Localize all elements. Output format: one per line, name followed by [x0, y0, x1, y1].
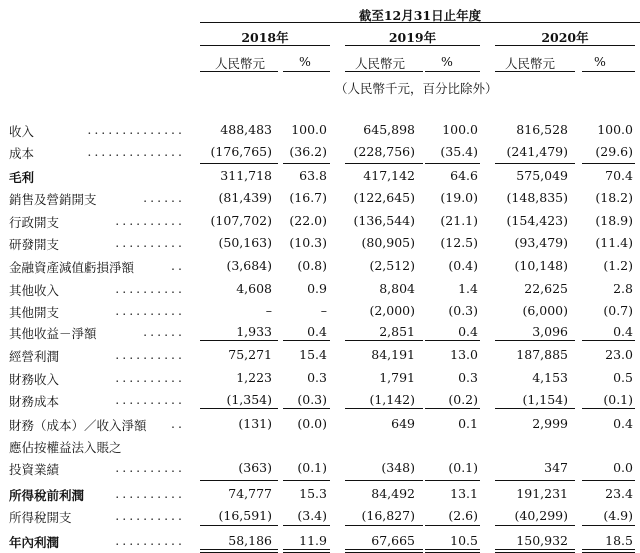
row-value: (0.2) [448, 392, 478, 407]
double-rule-2019b-1 [425, 549, 480, 550]
col-rule-2018-currency [200, 71, 278, 72]
row-value: 1,791 [379, 370, 415, 385]
rule-after-fin-cost-2019a [345, 408, 423, 409]
row-value: (131) [238, 416, 272, 431]
leader-dots: .......... [115, 347, 185, 362]
double-rule-2018a-1 [200, 549, 278, 550]
row-value: 0.0 [613, 460, 633, 475]
row-label: 研發開支 [9, 237, 60, 252]
row-value: 575,049 [516, 168, 568, 183]
row-value: 75,271 [228, 347, 272, 362]
row-value: (0.3) [448, 303, 478, 318]
row-value: 15.3 [299, 486, 327, 501]
row-label: 其他開支 [9, 305, 60, 320]
row-value: 3,096 [532, 324, 568, 339]
col-rule-2020-currency [495, 71, 575, 72]
row-label: 收入 [9, 124, 35, 139]
row-value: 645,898 [363, 122, 415, 137]
row-value: 191,231 [516, 486, 568, 501]
leader-dots: .......... [115, 303, 185, 318]
row-label: 投資業績 [9, 462, 60, 477]
row-value: (16.7) [289, 190, 327, 205]
rule-after-cost-2018b [283, 163, 330, 164]
row-label: 財務收入 [9, 372, 60, 387]
row-value: (1,154) [522, 392, 568, 407]
row-value: 13.0 [450, 347, 478, 362]
row-value: (241,479) [506, 144, 568, 159]
row-value: 0.3 [307, 370, 327, 385]
row-value: 1,223 [236, 370, 272, 385]
row-value: 417,142 [363, 168, 415, 183]
rule-after-cost-2020a [495, 163, 575, 164]
row-value: 22,625 [524, 281, 568, 296]
row-value: 100.0 [597, 122, 633, 137]
row-label: 行政開支 [9, 215, 60, 230]
row-value: 0.9 [307, 281, 327, 296]
row-label: 財務（成本）／收入淨額 [9, 418, 147, 433]
row-value: (136,544) [353, 213, 415, 228]
col-percent-2020: % [594, 54, 606, 69]
rule-after-tax-2019b [425, 525, 480, 526]
col-rule-2018-percent [283, 71, 330, 72]
leader-dots: .......... [115, 486, 185, 501]
row-value: 11.9 [299, 533, 327, 548]
row-value: (36.2) [289, 144, 327, 159]
row-value: 100.0 [291, 122, 327, 137]
row-value: (122,645) [353, 190, 415, 205]
leader-dots: .......... [115, 370, 185, 385]
row-value: 4,153 [532, 370, 568, 385]
rule-after-investment-2018a [200, 480, 278, 481]
row-value: (0.7) [603, 303, 633, 318]
rule-after-investment-2019b [425, 480, 480, 481]
row-value: 0.4 [613, 416, 633, 431]
row-value: (35.4) [440, 144, 478, 159]
row-label: 經營利潤 [9, 349, 60, 364]
row-label: 財務成本 [9, 394, 60, 409]
row-value: (0.4) [448, 258, 478, 273]
year-2019-rule [345, 45, 480, 46]
leader-dots: .............. [87, 122, 185, 137]
row-value: (93,479) [514, 235, 568, 250]
row-label: 成本 [9, 146, 35, 161]
row-value: (4.9) [603, 508, 633, 523]
row-label: 其他收益－淨額 [9, 326, 97, 341]
year-2020-header: 2020年 [541, 30, 589, 45]
row-value: 15.4 [299, 347, 327, 362]
rule-after-fin-cost-2018b [283, 408, 330, 409]
row-value: 2,851 [379, 324, 415, 339]
row-value: (12.5) [440, 235, 478, 250]
row-value: (50,163) [218, 235, 272, 250]
row-value: 347 [544, 460, 568, 475]
row-value: (0.3) [297, 392, 327, 407]
row-value: (16,827) [361, 508, 415, 523]
row-value: 0.3 [458, 370, 478, 385]
row-value: 23.0 [605, 347, 633, 362]
year-2020-rule [495, 45, 635, 46]
row-value: (40,299) [514, 508, 568, 523]
year-2018-header: 2018年 [241, 30, 289, 45]
row-value: 84,492 [371, 486, 415, 501]
double-rule-2020a-1 [495, 549, 575, 550]
row-value: (176,765) [210, 144, 272, 159]
unit-note: （人民幣千元，百分比除外） [335, 81, 498, 96]
rule-after-investment-2019a [345, 480, 423, 481]
row-value: (81,439) [218, 190, 272, 205]
rule-after-investment-2020b [582, 480, 635, 481]
row-value: 649 [391, 416, 415, 431]
row-value: (0.1) [603, 392, 633, 407]
leader-dots: .......... [115, 281, 185, 296]
row-value: (21.1) [440, 213, 478, 228]
rule-after-other-gain-2020a [495, 340, 575, 341]
row-value: 84,191 [371, 347, 415, 362]
row-value: (1.2) [603, 258, 633, 273]
row-value: (0.1) [448, 460, 478, 475]
leader-dots: .......... [115, 392, 185, 407]
row-label: 金融資產減值虧損淨額 [9, 260, 135, 275]
header-rule [200, 22, 640, 23]
row-value: (0.1) [297, 460, 327, 475]
row-value: 64.6 [450, 168, 478, 183]
row-value: 70.4 [605, 168, 633, 183]
leader-dots: .............. [87, 144, 185, 159]
leader-dots: .......... [115, 213, 185, 228]
col-currency-2019: 人民幣元 [354, 56, 405, 71]
row-value: 67,665 [371, 533, 415, 548]
row-value: 2,999 [532, 416, 568, 431]
row-value: 0.4 [307, 324, 327, 339]
col-currency-2020: 人民幣元 [504, 56, 555, 71]
double-rule-2018b-1 [283, 549, 330, 550]
double-rule-2019a-1 [345, 549, 423, 550]
row-value: (2,000) [369, 303, 415, 318]
rule-after-cost-2019b [425, 163, 480, 164]
row-value: 23.4 [605, 486, 633, 501]
row-value: 1.4 [458, 281, 478, 296]
col-rule-2019-percent [425, 71, 480, 72]
row-value: 187,885 [516, 347, 568, 362]
row-value: – [320, 303, 327, 318]
row-value: 74,777 [228, 486, 272, 501]
row-value: (0.0) [297, 416, 327, 431]
rule-after-tax-2019a [345, 525, 423, 526]
row-value: (3.4) [297, 508, 327, 523]
rule-after-tax-2020a [495, 525, 575, 526]
rule-after-other-gain-2019a [345, 340, 423, 341]
rule-after-cost-2018a [200, 163, 278, 164]
rule-after-other-gain-2020b [582, 340, 635, 341]
row-value: (10,148) [514, 258, 568, 273]
row-value: (19.0) [440, 190, 478, 205]
leader-dots: .......... [115, 508, 185, 523]
rule-after-other-gain-2018a [200, 340, 278, 341]
row-label: 所得稅開支 [9, 510, 72, 525]
row-value: 0.5 [613, 370, 633, 385]
rule-after-other-gain-2018b [283, 340, 330, 341]
col-rule-2020-percent [582, 71, 635, 72]
leader-dots: .. [171, 416, 185, 431]
leader-dots: .......... [115, 533, 185, 548]
row-value: 1,933 [236, 324, 272, 339]
rule-after-tax-2020b [582, 525, 635, 526]
row-value: (11.4) [595, 235, 633, 250]
row-value: 0.4 [458, 324, 478, 339]
row-value: (1,142) [369, 392, 415, 407]
rule-after-tax-2018b [283, 525, 330, 526]
rule-after-fin-cost-2020b [582, 408, 635, 409]
row-value: 0.1 [458, 416, 478, 431]
row-value: 13.1 [450, 486, 478, 501]
row-label: 銷售及營銷開支 [9, 192, 97, 207]
col-percent-2019: % [441, 54, 453, 69]
row-value: 0.4 [613, 324, 633, 339]
rule-after-investment-2020a [495, 480, 575, 481]
row-label: 其他收入 [9, 283, 60, 298]
rule-after-other-gain-2019b [425, 340, 480, 341]
row-value: (348) [381, 460, 415, 475]
leader-dots: .......... [115, 235, 185, 250]
row-value: 58,186 [228, 533, 272, 548]
year-2019-header: 2019年 [388, 30, 437, 45]
row-value: (2,512) [369, 258, 415, 273]
row-label: 應佔按權益法入賬之 [9, 440, 122, 455]
row-value: 816,528 [516, 122, 568, 137]
rule-after-tax-2018a [200, 525, 278, 526]
row-value: 18.5 [605, 533, 633, 548]
row-value: (10.3) [289, 235, 327, 250]
row-value: (1,354) [226, 392, 272, 407]
row-value: (148,835) [506, 190, 568, 205]
row-value: (228,756) [353, 144, 415, 159]
col-currency-2018: 人民幣元 [214, 56, 265, 71]
rule-after-fin-cost-2019b [425, 408, 480, 409]
rule-after-cost-2019a [345, 163, 423, 164]
row-value: 4,608 [236, 281, 272, 296]
row-value: (6,000) [522, 303, 568, 318]
row-value: (18.9) [595, 213, 633, 228]
row-label: 所得稅前利潤 [9, 488, 85, 503]
row-value: 8,804 [379, 281, 415, 296]
row-value: (363) [238, 460, 272, 475]
rule-after-cost-2020b [582, 163, 635, 164]
year-2018-rule [200, 45, 330, 46]
row-value: (154,423) [506, 213, 568, 228]
double-rule-2020b-1 [582, 549, 635, 550]
row-value: (80,905) [361, 235, 415, 250]
row-value: (16,591) [218, 508, 272, 523]
row-value: (107,702) [210, 213, 272, 228]
row-value: 150,932 [516, 533, 568, 548]
row-value: 311,718 [220, 168, 272, 183]
row-value: 100.0 [442, 122, 478, 137]
period-title: 截至12月31日止年度 [358, 8, 482, 23]
col-rule-2019-currency [345, 71, 423, 72]
row-value: (18.2) [595, 190, 633, 205]
row-value: (3,684) [226, 258, 272, 273]
leader-dots: .......... [115, 460, 185, 475]
rule-after-fin-cost-2020a [495, 408, 575, 409]
row-value: – [265, 303, 272, 318]
col-percent-2018: % [299, 54, 311, 69]
row-label: 年內利潤 [9, 535, 60, 550]
row-value: (0.8) [297, 258, 327, 273]
leader-dots: ...... [143, 324, 185, 339]
row-value: 63.8 [299, 168, 327, 183]
row-label: 毛利 [9, 170, 35, 185]
row-value: 488,483 [220, 122, 272, 137]
leader-dots: ...... [143, 190, 185, 205]
row-value: (22.0) [289, 213, 327, 228]
row-value: (29.6) [595, 144, 633, 159]
row-value: 10.5 [450, 533, 478, 548]
leader-dots: .. [171, 258, 185, 273]
row-value: (2.6) [448, 508, 478, 523]
rule-after-fin-cost-2018a [200, 408, 278, 409]
row-value: 2.8 [613, 281, 633, 296]
rule-after-investment-2018b [283, 480, 330, 481]
